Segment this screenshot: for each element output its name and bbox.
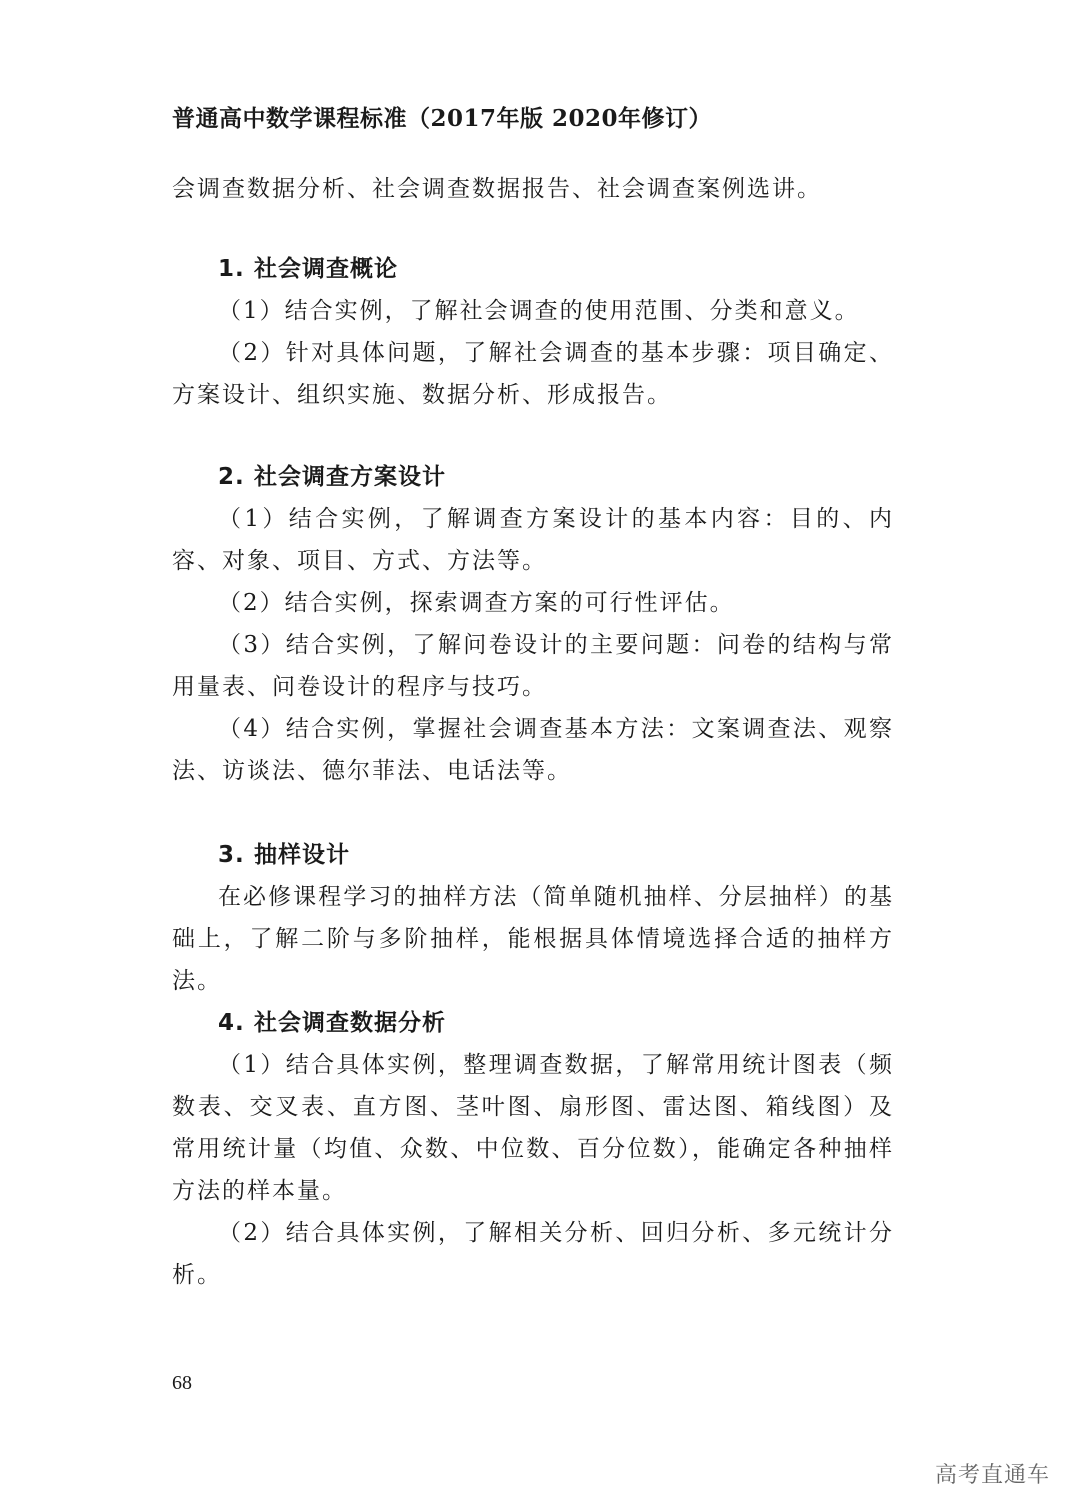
section-paragraph: （3）结合实例，了解问卷设计的主要问题：问卷的结构与常用量表、问卷设计的程序与技巧。 xyxy=(172,632,894,700)
section-paragraph: （1）结合实例，了解调查方案设计的基本内容：目的、内容、对象、项目、方式、方法等。 xyxy=(172,506,894,574)
section-number: 1. xyxy=(218,256,245,282)
section-title: 社会调查概论 xyxy=(254,256,398,282)
section-paragraph: （2）针对具体问题，了解社会调查的基本步骤：项目确定、方案设计、组织实施、数据分析、形成报告。 xyxy=(172,340,894,408)
section-paragraph: （4）结合实例，掌握社会调查基本方法：文案调查法、观察法、访谈法、德尔菲法、电话法等。 xyxy=(172,716,894,784)
intro-block xyxy=(172,168,894,210)
section-title: 社会调查方案设计 xyxy=(254,464,446,490)
section-2 xyxy=(172,456,894,792)
section-number: 4. xyxy=(218,1010,245,1036)
section-title: 抽样设计 xyxy=(254,842,350,868)
intro-paragraph: 会调查数据分析、社会调查数据报告、社会调查案例选讲。 xyxy=(172,176,822,202)
section-heading xyxy=(172,1002,894,1044)
section-heading xyxy=(172,248,894,290)
section-title: 社会调查数据分析 xyxy=(254,1010,446,1036)
section-4 xyxy=(172,1002,894,1296)
section-heading xyxy=(172,456,894,498)
section-paragraph: （2）结合具体实例，了解相关分析、回归分析、多元统计分析。 xyxy=(172,1220,894,1288)
running-header: 普通高中数学课程标准（2017年版 2020年修订） xyxy=(172,105,713,132)
page-number: 68 xyxy=(172,1372,192,1394)
section-heading xyxy=(172,834,894,876)
watermark: 高考直通车 xyxy=(934,1463,1050,1488)
section-3 xyxy=(172,834,894,1002)
section-paragraph: 在必修课程学习的抽样方法（简单随机抽样、分层抽样）的基础上，了解二阶与多阶抽样，能根据具体情境选择合适的抽样方法。 xyxy=(172,884,894,994)
section-number: 2. xyxy=(218,464,245,490)
section-paragraph: （2）结合实例，探索调查方案的可行性评估。 xyxy=(218,590,735,616)
section-paragraph: （1）结合具体实例，整理调查数据，了解常用统计图表（频数表、交叉表、直方图、茎叶图、扇形图、雷达图、箱线图）及常用统计量（均值、众数、中位数、百分位数），能确定各种抽样方法的样本量。 xyxy=(172,1052,894,1204)
section-number: 3. xyxy=(218,842,245,868)
section-1 xyxy=(172,248,894,416)
section-paragraph: （1）结合实例，了解社会调查的使用范围、分类和意义。 xyxy=(218,298,860,324)
